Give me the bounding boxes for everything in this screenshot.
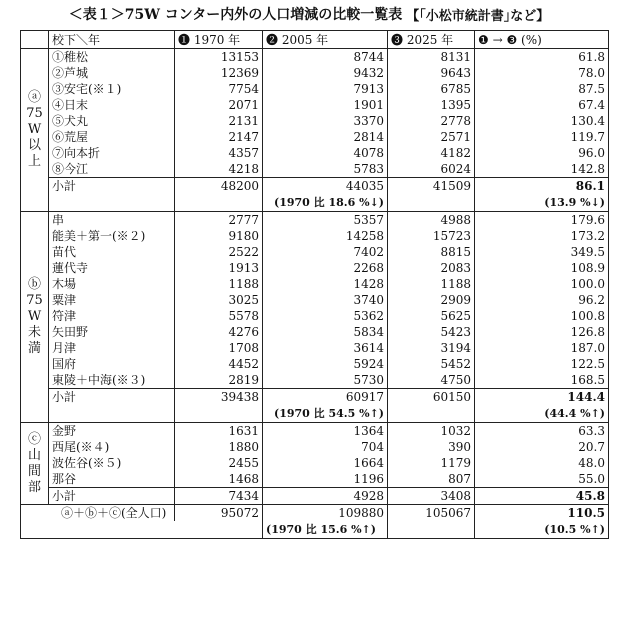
- value-1970: 12369: [175, 65, 263, 81]
- header-ratio: ❶ → ❸ (%): [475, 31, 609, 49]
- total-ratio: 110.5: [475, 505, 609, 522]
- subtotal-note-2005: [263, 194, 388, 212]
- value-2025: 1395: [388, 97, 475, 113]
- table-title: [0, 0, 618, 28]
- group-label-char: 間: [27, 463, 41, 479]
- school-name: ②芦城: [49, 65, 175, 81]
- value-1970: 4218: [175, 161, 263, 178]
- table-row: [21, 455, 609, 471]
- header-2005: ❷ 2005 年: [263, 31, 388, 49]
- value-1970: 2131: [175, 113, 263, 129]
- value-ratio: 78.0: [475, 65, 609, 81]
- total-note-ratio-text: (10.5 %↑): [544, 523, 605, 536]
- note-blank: [175, 405, 263, 423]
- note-blank: [175, 194, 263, 212]
- value-2005: 704: [263, 439, 388, 455]
- table-body: [21, 31, 609, 539]
- header-blank: [21, 31, 49, 49]
- value-2005: 1428: [263, 276, 388, 292]
- total-2025: 105067: [388, 505, 475, 522]
- value-1970: 13153: [175, 49, 263, 66]
- subtotal-label: 小計: [49, 178, 175, 195]
- table-row: [21, 340, 609, 356]
- note-blank: [21, 521, 263, 539]
- value-2025: 6785: [388, 81, 475, 97]
- subtotal-row: [21, 389, 609, 406]
- table-row: [21, 276, 609, 292]
- total-note-2005: [263, 521, 388, 539]
- note-ratio-text: (13.9 %↓): [544, 196, 605, 209]
- header-row: [21, 31, 609, 49]
- value-1970: 4452: [175, 356, 263, 372]
- value-1970: 1880: [175, 439, 263, 455]
- table-row: [21, 372, 609, 389]
- school-name: 波佐谷(※５): [49, 455, 175, 471]
- value-ratio: 179.6: [475, 212, 609, 229]
- group-label-char: W: [27, 309, 42, 324]
- total-note-row: [21, 521, 609, 539]
- subtotal-note-2005: [263, 405, 388, 423]
- value-1970: 7754: [175, 81, 263, 97]
- value-2005: 14258: [263, 228, 388, 244]
- group-label-char: 山: [27, 447, 41, 463]
- value-2025: 2083: [388, 260, 475, 276]
- subtotal-note-ratio: [475, 194, 609, 212]
- note-2005-text: (1970 比 18.6 %↓): [274, 196, 384, 209]
- value-1970: 4357: [175, 145, 263, 161]
- value-2005: 3370: [263, 113, 388, 129]
- table-row: [21, 49, 609, 66]
- value-ratio: 55.0: [475, 471, 609, 488]
- subtotal-2005: 60917: [263, 389, 388, 406]
- value-ratio: 187.0: [475, 340, 609, 356]
- value-ratio: 61.8: [475, 49, 609, 66]
- note-ratio-text: (44.4 %↑): [544, 407, 605, 420]
- value-2025: 1179: [388, 455, 475, 471]
- value-ratio: 142.8: [475, 161, 609, 178]
- value-2005: 2814: [263, 129, 388, 145]
- group-label: [21, 423, 49, 505]
- group-label-char: 満: [27, 341, 41, 356]
- value-2005: 5834: [263, 324, 388, 340]
- school-name: 国府: [49, 356, 175, 372]
- school-name: ⑥荒屋: [49, 129, 175, 145]
- table-row: [21, 212, 609, 229]
- group-label-char: ⓒ: [27, 431, 41, 447]
- table-row: [21, 260, 609, 276]
- table-row: [21, 244, 609, 260]
- school-name: ⑤犬丸: [49, 113, 175, 129]
- value-2005: 7913: [263, 81, 388, 97]
- value-1970: 5578: [175, 308, 263, 324]
- table-row: [21, 356, 609, 372]
- group-label-char: 未: [27, 325, 41, 340]
- group-label-char: 上: [27, 154, 41, 169]
- value-1970: 1708: [175, 340, 263, 356]
- group-label-char: ⓐ: [27, 90, 41, 105]
- value-1970: 2147: [175, 129, 263, 145]
- header-school: 校下＼年: [49, 31, 175, 49]
- value-2005: 4078: [263, 145, 388, 161]
- note-blank: [49, 194, 175, 212]
- value-2005: 5783: [263, 161, 388, 178]
- value-2005: 5362: [263, 308, 388, 324]
- school-name: 矢田野: [49, 324, 175, 340]
- header-1970: ❶ 1970 年: [175, 31, 263, 49]
- group-label-char: 75: [26, 106, 43, 121]
- school-name: 串: [49, 212, 175, 229]
- school-name: 粟津: [49, 292, 175, 308]
- header-2025: ❸ 2025 年: [388, 31, 475, 49]
- table-row: [21, 97, 609, 113]
- value-ratio: 67.4: [475, 97, 609, 113]
- value-2005: 2268: [263, 260, 388, 276]
- value-1970: 2071: [175, 97, 263, 113]
- value-ratio: 63.3: [475, 423, 609, 440]
- group-label-char: ⓑ: [27, 277, 41, 292]
- table-row: [21, 81, 609, 97]
- value-2025: 4182: [388, 145, 475, 161]
- value-ratio: 100.0: [475, 276, 609, 292]
- title-text: ＜表１＞75W コンター内外の人口増減の比較一覧表: [68, 7, 403, 23]
- value-2025: 15723: [388, 228, 475, 244]
- group-label: [21, 49, 49, 212]
- value-2025: 2571: [388, 129, 475, 145]
- subtotal-2005: 44035: [263, 178, 388, 195]
- subtotal-row: [21, 178, 609, 195]
- subtotal-label: 小計: [49, 488, 175, 505]
- table-row: [21, 308, 609, 324]
- value-ratio: 126.8: [475, 324, 609, 340]
- value-2025: 5625: [388, 308, 475, 324]
- value-2005: 3740: [263, 292, 388, 308]
- value-2025: 390: [388, 439, 475, 455]
- note-2005-text: (1970 比 54.5 %↑): [274, 407, 384, 420]
- value-1970: 1188: [175, 276, 263, 292]
- value-2005: 5730: [263, 372, 388, 389]
- value-ratio: 96.2: [475, 292, 609, 308]
- value-2005: 8744: [263, 49, 388, 66]
- subtotal-2005: 4928: [263, 488, 388, 505]
- value-2005: 1364: [263, 423, 388, 440]
- school-name: 西尾(※４): [49, 439, 175, 455]
- school-name: ③安宅(※１): [49, 81, 175, 97]
- value-2005: 5357: [263, 212, 388, 229]
- table-row: [21, 471, 609, 488]
- value-1970: 2522: [175, 244, 263, 260]
- value-ratio: 96.0: [475, 145, 609, 161]
- subtotal-ratio: 86.1: [475, 178, 609, 195]
- value-2005: 1196: [263, 471, 388, 488]
- total-row: [21, 505, 609, 522]
- note-blank: [49, 405, 175, 423]
- subtotal-note-row: [21, 405, 609, 423]
- value-1970: 1468: [175, 471, 263, 488]
- value-ratio: 108.9: [475, 260, 609, 276]
- group-label-char: W: [27, 122, 42, 137]
- value-ratio: 122.5: [475, 356, 609, 372]
- value-2025: 807: [388, 471, 475, 488]
- value-ratio: 173.2: [475, 228, 609, 244]
- school-name: 苗代: [49, 244, 175, 260]
- source-note: 【｢小松市統計書｣など】: [406, 8, 550, 24]
- value-2025: 3194: [388, 340, 475, 356]
- school-name: 木場: [49, 276, 175, 292]
- value-2005: 9432: [263, 65, 388, 81]
- total-1970: 95072: [175, 505, 263, 522]
- value-1970: 2777: [175, 212, 263, 229]
- school-name: 符津: [49, 308, 175, 324]
- group-label-char: 部: [27, 479, 41, 495]
- table-row: [21, 228, 609, 244]
- value-2005: 1664: [263, 455, 388, 471]
- total-label: ⓐ＋ⓑ＋ⓒ(全人口): [21, 505, 175, 522]
- value-1970: 9180: [175, 228, 263, 244]
- subtotal-2025: 41509: [388, 178, 475, 195]
- school-name: 能美＋第一(※２): [49, 228, 175, 244]
- subtotal-ratio: 45.8: [475, 488, 609, 505]
- value-2025: 6024: [388, 161, 475, 178]
- value-2025: 2909: [388, 292, 475, 308]
- school-name: 金野: [49, 423, 175, 440]
- subtotal-1970: 48200: [175, 178, 263, 195]
- value-ratio: 349.5: [475, 244, 609, 260]
- subtotal-note-row: [21, 194, 609, 212]
- school-name: ⑦向本折: [49, 145, 175, 161]
- total-note-ratio: [475, 521, 609, 539]
- value-2025: 1032: [388, 423, 475, 440]
- group-label-char: 75: [26, 293, 43, 308]
- value-ratio: 20.7: [475, 439, 609, 455]
- value-2005: 7402: [263, 244, 388, 260]
- table-row: [21, 129, 609, 145]
- school-name: 東陵＋中海(※３): [49, 372, 175, 389]
- value-ratio: 130.4: [475, 113, 609, 129]
- note-blank: [388, 521, 475, 539]
- table-row: [21, 439, 609, 455]
- school-name: ①稚松: [49, 49, 175, 66]
- note-blank: [388, 194, 475, 212]
- value-2025: 9643: [388, 65, 475, 81]
- value-2025: 5423: [388, 324, 475, 340]
- table-row: [21, 423, 609, 440]
- value-2025: 8131: [388, 49, 475, 66]
- subtotal-ratio: 144.4: [475, 389, 609, 406]
- value-2025: 4988: [388, 212, 475, 229]
- table-row: [21, 113, 609, 129]
- table-row: [21, 65, 609, 81]
- school-name: ⑧今江: [49, 161, 175, 178]
- value-2005: 5924: [263, 356, 388, 372]
- subtotal-2025: 60150: [388, 389, 475, 406]
- value-ratio: 87.5: [475, 81, 609, 97]
- subtotal-2025: 3408: [388, 488, 475, 505]
- subtotal-1970: 7434: [175, 488, 263, 505]
- school-name: 那谷: [49, 471, 175, 488]
- value-2025: 1188: [388, 276, 475, 292]
- value-2025: 8815: [388, 244, 475, 260]
- group-label-char: 以: [27, 138, 41, 153]
- value-1970: 3025: [175, 292, 263, 308]
- value-ratio: 168.5: [475, 372, 609, 389]
- value-1970: 1913: [175, 260, 263, 276]
- population-table: [20, 30, 609, 539]
- table-row: [21, 292, 609, 308]
- value-2005: 3614: [263, 340, 388, 356]
- subtotal-1970: 39438: [175, 389, 263, 406]
- value-2025: 4750: [388, 372, 475, 389]
- table-row: [21, 324, 609, 340]
- table-row: [21, 161, 609, 178]
- value-2025: 5452: [388, 356, 475, 372]
- note-blank: [388, 405, 475, 423]
- subtotal-row: [21, 488, 609, 505]
- table-row: [21, 145, 609, 161]
- value-1970: 4276: [175, 324, 263, 340]
- total-note-2005-text: (1970 比 15.6 %↑): [266, 523, 376, 536]
- value-1970: 1631: [175, 423, 263, 440]
- subtotal-note-ratio: [475, 405, 609, 423]
- value-ratio: 48.0: [475, 455, 609, 471]
- subtotal-label: 小計: [49, 389, 175, 406]
- total-2005: 109880: [263, 505, 388, 522]
- school-name: 月津: [49, 340, 175, 356]
- value-2005: 1901: [263, 97, 388, 113]
- school-name: ④日末: [49, 97, 175, 113]
- school-name: 蓮代寺: [49, 260, 175, 276]
- value-ratio: 100.8: [475, 308, 609, 324]
- group-label: [21, 212, 49, 423]
- value-ratio: 119.7: [475, 129, 609, 145]
- value-2025: 2778: [388, 113, 475, 129]
- value-1970: 2455: [175, 455, 263, 471]
- value-1970: 2819: [175, 372, 263, 389]
